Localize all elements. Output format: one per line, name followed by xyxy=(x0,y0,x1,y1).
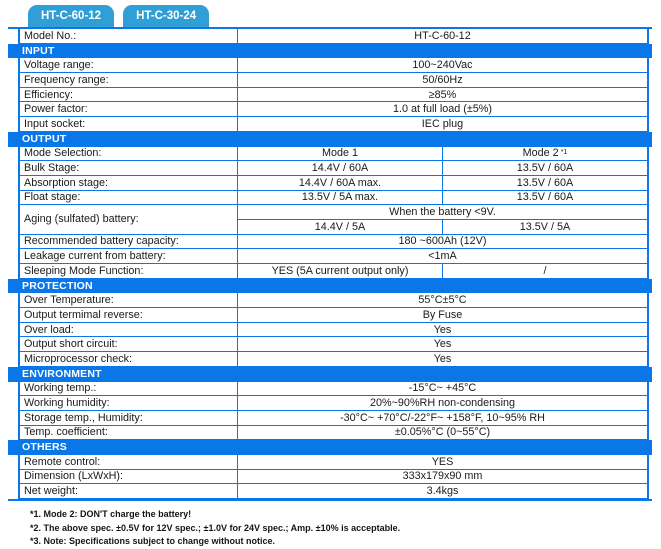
row-values xyxy=(238,293,647,307)
row-value: Yes xyxy=(433,323,452,336)
table-row xyxy=(18,293,649,308)
row-label: Aging (sulfated) battery: xyxy=(20,205,238,233)
row-values xyxy=(238,147,647,161)
footnotes xyxy=(30,508,661,549)
row-value: 333x179x90 mm xyxy=(402,470,483,483)
row-label: Mode Selection: xyxy=(20,147,238,161)
row-values xyxy=(238,176,647,190)
section-header-output: OUTPUT xyxy=(8,132,652,147)
footnote-2: *2. The above spec. ±0.5V for 12V spec.; ±1.0V for 24V spec.; Amp. ±10% is acceptable. xyxy=(30,522,401,533)
table-row xyxy=(18,382,649,397)
table-row xyxy=(18,102,649,117)
row-values xyxy=(238,337,647,351)
table-row xyxy=(18,470,649,485)
spec-table xyxy=(8,27,652,501)
tab-ht-c-60-12[interactable]: HT-C-60-12 xyxy=(28,5,114,27)
row-values xyxy=(238,484,647,498)
table-row xyxy=(18,205,649,234)
table-row xyxy=(18,455,649,470)
row-value: 13.5V / 60A xyxy=(442,161,647,175)
table-row xyxy=(18,249,649,264)
row-label: Over load: xyxy=(20,323,238,337)
row-values xyxy=(238,102,647,116)
table-row xyxy=(18,411,649,426)
table-row xyxy=(18,308,649,323)
row-subrows xyxy=(238,205,647,233)
row-value: 13.5V / 5A xyxy=(442,220,647,234)
row-value: ±0.05%°C (0~55°C) xyxy=(394,426,491,439)
row-label: Temp. coefficient: xyxy=(20,426,238,440)
row-values xyxy=(238,470,647,484)
section-header-others: OTHERS xyxy=(8,440,652,455)
row-value: 14.4V / 5A xyxy=(314,220,366,233)
row-values xyxy=(238,88,647,102)
row-label: Net weight: xyxy=(20,484,238,498)
table-row xyxy=(18,426,649,441)
row-value: <1mA xyxy=(428,250,457,263)
row-value: 13.5V / 5A max. xyxy=(301,191,379,204)
row-values xyxy=(238,191,647,205)
row-label: Output short circuit: xyxy=(20,337,238,351)
row-value: 1.0 at full load (±5%) xyxy=(393,103,492,116)
row-values xyxy=(238,117,647,131)
table-row xyxy=(18,352,649,367)
table-row xyxy=(18,176,649,191)
table-row xyxy=(18,396,649,411)
section-header-environment: ENVIRONMENT xyxy=(8,367,652,382)
row-value: When the battery <9V. xyxy=(389,206,496,219)
row-values xyxy=(238,426,647,440)
section-header-protection: PROTECTION xyxy=(8,279,652,294)
row-label: Frequency range: xyxy=(20,73,238,87)
table-row xyxy=(18,58,649,73)
model-tabs xyxy=(28,5,661,27)
row-value: 3.4kgs xyxy=(426,485,459,498)
row-label: Leakage current from battery: xyxy=(20,249,238,263)
row-values xyxy=(238,455,647,469)
row-label: Storage temp., Humidity: xyxy=(20,411,238,425)
row-label: Recommended battery capacity: xyxy=(20,235,238,249)
row-value: IEC plug xyxy=(421,117,464,130)
row-label: Sleeping Mode Function: xyxy=(20,264,238,278)
row-value: By Fuse xyxy=(422,308,463,321)
row-values xyxy=(238,249,647,263)
table-row xyxy=(18,323,649,338)
footnote-1: *1. Mode 2: DON'T charge the battery! xyxy=(30,509,192,520)
row-value: 20%~90%RH non-condensing xyxy=(370,397,515,410)
row-label: Working humidity: xyxy=(20,396,238,410)
row-value: -30°C~ +70°C/-22°F~ +158°F, 10~95% RH xyxy=(340,411,545,424)
row-values xyxy=(238,323,647,337)
row-values xyxy=(238,382,647,396)
table-row xyxy=(18,88,649,103)
row-value: 13.5V / 60A xyxy=(442,191,647,205)
row-label: Dimension (LxWxH): xyxy=(20,470,238,484)
table-row xyxy=(18,235,649,250)
row-label: Input socket: xyxy=(20,117,238,131)
row-value: Yes xyxy=(433,352,452,365)
row-label: Efficiency: xyxy=(20,88,238,102)
table-row xyxy=(18,161,649,176)
row-value: HT-C-60-12 xyxy=(414,29,471,42)
table-row xyxy=(18,29,649,44)
row-value: 180 ~600Ah (12V) xyxy=(398,235,487,248)
row-values xyxy=(238,161,647,175)
row-value: / xyxy=(442,264,647,278)
row-values xyxy=(238,29,647,43)
row-label: Float stage: xyxy=(20,191,238,205)
row-label: Over Temperature: xyxy=(20,293,238,307)
row-value: 13.5V / 60A xyxy=(442,176,647,190)
row-label: Bulk Stage: xyxy=(20,161,238,175)
row-label: Model No.: xyxy=(20,29,238,43)
subrow xyxy=(238,220,647,234)
row-label: Absorption stage: xyxy=(20,176,238,190)
row-label: Microprocessor check: xyxy=(20,352,238,366)
row-values xyxy=(238,396,647,410)
row-values xyxy=(238,352,647,366)
row-value: -15°C~ +45°C xyxy=(408,382,477,395)
table-row xyxy=(18,484,649,499)
row-value: Mode 1 xyxy=(321,147,358,160)
table-row xyxy=(18,264,649,279)
row-value: 14.4V / 60A max. xyxy=(298,176,382,189)
row-value: 14.4V / 60A xyxy=(311,162,369,175)
row-label: Working temp.: xyxy=(20,382,238,396)
row-value: ≥85% xyxy=(428,88,457,101)
table-row xyxy=(18,147,649,162)
table-row xyxy=(18,73,649,88)
row-label: Remote control: xyxy=(20,455,238,469)
row-values xyxy=(238,58,647,72)
row-values xyxy=(238,73,647,87)
row-value: YES (5A current output only) xyxy=(271,264,409,277)
table-row xyxy=(18,117,649,132)
row-value: YES xyxy=(431,455,454,468)
subrow xyxy=(238,205,647,220)
section-header-input: INPUT xyxy=(8,44,652,59)
spec-sheet-page xyxy=(0,5,661,549)
row-label: Voltage range: xyxy=(20,58,238,72)
table-row xyxy=(18,337,649,352)
row-label: Power factor: xyxy=(20,102,238,116)
row-value: 100~240Vac xyxy=(412,59,473,72)
row-values xyxy=(238,235,647,249)
footnote-3: *3. Note: Specifications subject to change without notice. xyxy=(30,536,276,547)
row-value: Yes xyxy=(433,338,452,351)
row-value: Mode 2 *1 xyxy=(442,147,647,161)
row-values xyxy=(238,308,647,322)
row-values xyxy=(238,264,647,278)
row-value: 50/60Hz xyxy=(422,73,463,86)
row-label: Output termimal reverse: xyxy=(20,308,238,322)
row-value: 55°C±5°C xyxy=(418,294,467,307)
table-row xyxy=(18,191,649,206)
row-values xyxy=(238,411,647,425)
tab-ht-c-30-24[interactable]: HT-C-30-24 xyxy=(123,5,209,27)
